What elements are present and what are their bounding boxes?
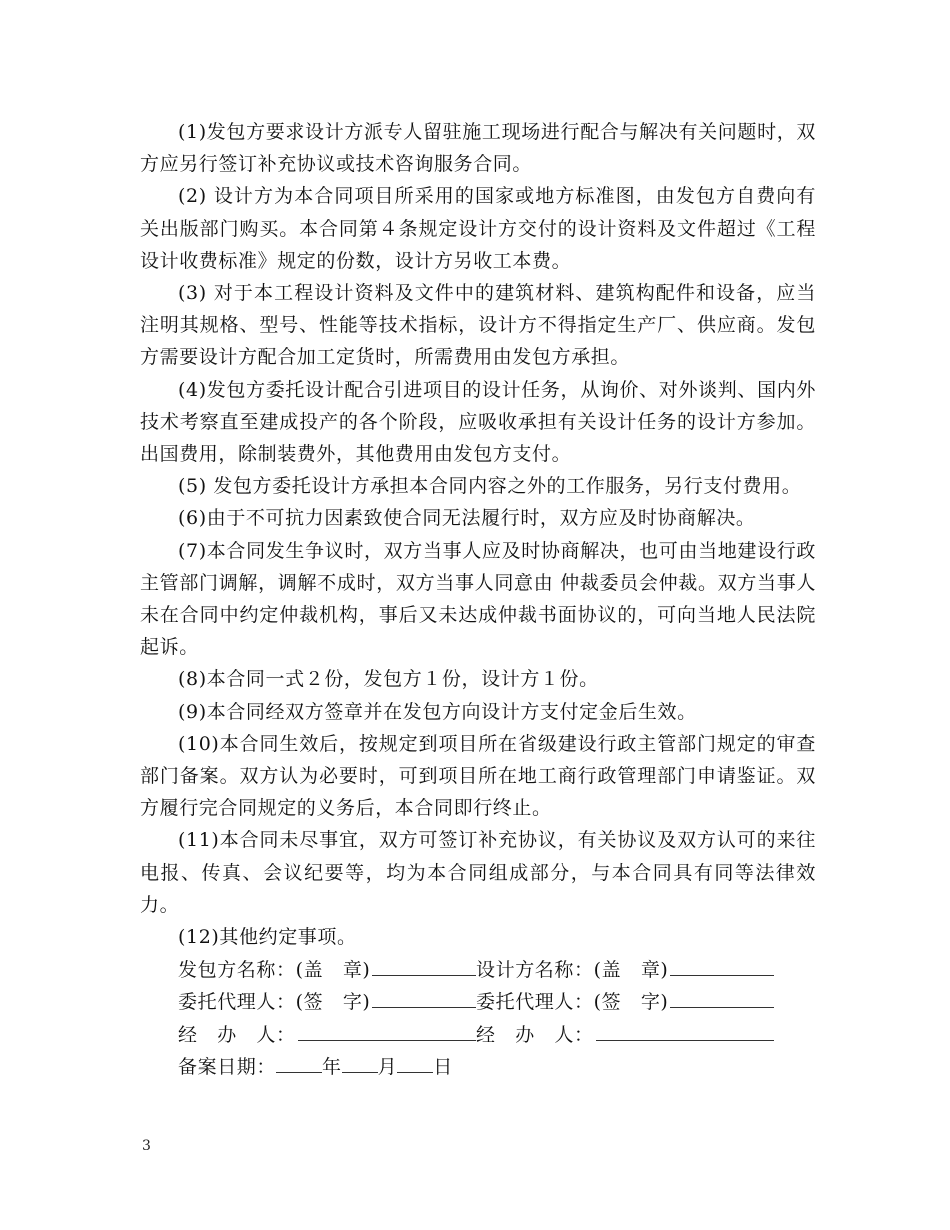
filing-date-label: 备案日期： xyxy=(178,1055,277,1078)
employer-handler-field xyxy=(178,1018,476,1050)
signature-block xyxy=(140,953,816,1082)
filing-day-label: 日 xyxy=(433,1055,453,1078)
clause-2: (2) 设计方为本合同项目所采用的国家或地方标准图，由发包方自费向有关出版部门购买。本合同第４条规定设计方交付的设计资料及文件超过《工程设计收费标准》规定的份数，设计方另收工本费。 xyxy=(140,185,816,272)
page-number: 3 xyxy=(142,1138,151,1154)
employer-handler-label: 经 办 人： xyxy=(178,1023,296,1046)
filing-month-blank xyxy=(342,1050,378,1073)
filing-date-row xyxy=(140,1050,816,1082)
employer-agent-blank xyxy=(372,985,476,1008)
employer-agent-field xyxy=(178,985,476,1017)
clause-3: (3) 对于本工程设计资料及文件中的建筑材料、建筑构配件和设备，应当注明其规格、型号、性能等技术指标，设计方不得指定生产厂、供应商。发包方需要设计方配合加工定货时，所需费用由发包方承担。 xyxy=(140,282,816,369)
clause-12: (12)其他约定事项。 xyxy=(178,926,357,949)
clause-9: (9)本合同经双方签章并在发包方向设计方支付定金后生效。 xyxy=(178,700,697,723)
designer-handler-blank xyxy=(596,1018,774,1041)
employer-name-field xyxy=(178,953,476,985)
designer-handler-label: 经 办 人： xyxy=(476,1023,594,1046)
employer-agent-label: 委托代理人：(签 字) xyxy=(178,991,371,1014)
clause-6: (6)由于不可抗力因素致使合同无法履行时，双方应及时协商解决。 xyxy=(178,507,756,530)
filing-month-label: 月 xyxy=(377,1055,398,1078)
employer-name-blank xyxy=(372,953,476,976)
designer-name-blank xyxy=(670,953,774,976)
filing-year-label: 年 xyxy=(322,1055,342,1078)
employer-handler-blank xyxy=(298,1018,476,1041)
signature-row-handler xyxy=(140,1018,816,1050)
designer-handler-field xyxy=(476,1018,774,1050)
filing-day-blank xyxy=(397,1050,433,1073)
clause-11: (11)本合同未尽事宜，双方可签订补充协议，有关协议及双方认可的来往电报、传真、会议纪要等，均为本合同组成部分，与本合同具有同等法律效力。 xyxy=(140,829,816,916)
clause-4: (4)发包方委托设计配合引进项目的设计任务，从询价、对外谈判、国内外技术考察直至建成投产的各个阶段，应吸收承担有关设计任务的设计方参加。出国费用，除制装费外，其他费用由发包方支付。 xyxy=(140,378,816,466)
employer-name-label: 发包方名称：(盖 章) xyxy=(178,959,371,982)
clause-1: (1)发包方要求设计方派专人留驻施工现场进行配合与解决有关问题时，双方应另行签订补充协议或技术咨询服务合同。 xyxy=(140,121,816,176)
filing-year-blank xyxy=(276,1050,322,1073)
designer-agent-field xyxy=(476,985,774,1017)
designer-name-label: 设计方名称：(盖 章) xyxy=(476,959,669,982)
clause-8: (8)本合同一式２份，发包方１份，设计方１份。 xyxy=(178,668,599,691)
signature-row-agent xyxy=(140,985,816,1017)
clause-5: (5) 发包方委托设计方承担本合同内容之外的工作服务，另行支付费用。 xyxy=(178,475,802,498)
contract-body xyxy=(140,116,816,1082)
designer-name-field xyxy=(476,953,774,985)
clause-7: (7)本合同发生争议时，双方当事人应及时协商解决，也可由当地建设行政主管部门调解，调解不成时，双方当事人同意由 仲裁委员会仲裁。双方当事人未在合同中约定仲裁机构，事后又未达成仲裁书面协议的，可向当地人民法院起诉。 xyxy=(140,539,816,659)
designer-agent-label: 委托代理人：(签 字) xyxy=(476,991,669,1014)
clause-10: (10)本合同生效后，按规定到项目所在省级建设行政主管部门规定的审查部门备案。双方认为必要时，可到项目所在地工商行政管理部门申请鉴证。双方履行完合同规定的义务后，本合同即行终止。 xyxy=(140,732,816,820)
designer-agent-blank xyxy=(670,985,774,1008)
signature-row-party-name xyxy=(140,953,816,985)
